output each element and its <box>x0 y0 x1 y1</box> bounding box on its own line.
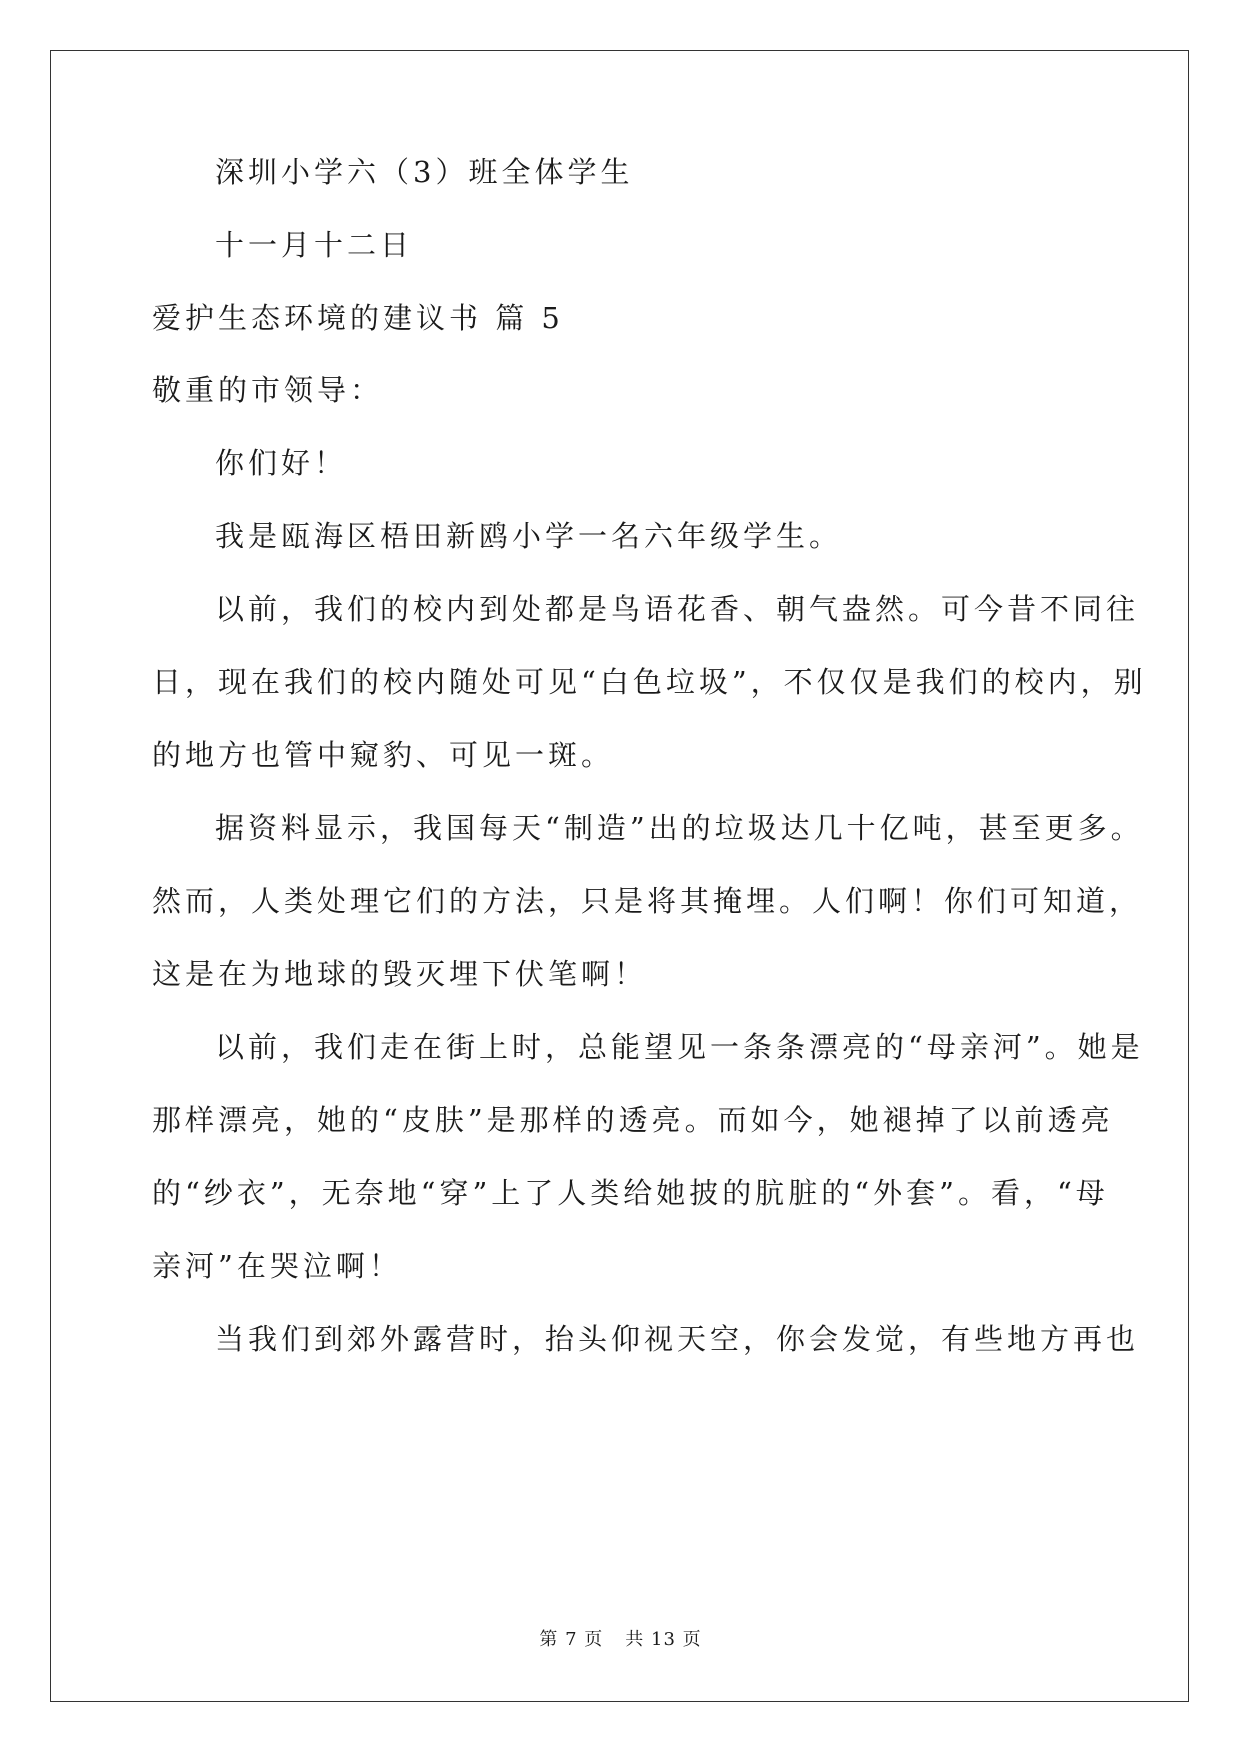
greeting: 你们好！ <box>215 446 348 480</box>
body-line: 那样漂亮，她的“皮肤”是那样的透亮。而如今，她褪掉了以前透亮 <box>152 1103 1114 1137</box>
page-footer <box>0 1625 1241 1651</box>
page-total: 共 13 页 <box>625 1629 702 1650</box>
body-line: 这是在为地球的毁灭埋下伏笔啊！ <box>152 957 648 991</box>
body-line: 日，现在我们的校内随处可见“白色垃圾”，不仅仅是我们的校内，别 <box>152 665 1147 699</box>
body-line: 以前，我们的校内到处都是鸟语花香、朝气盎然。可今昔不同往 <box>215 592 1140 626</box>
body-line: 然而，人类处理它们的方法，只是将其掩埋。人们啊！你们可知道， <box>152 884 1143 918</box>
body-line: 当我们到郊外露营时，抬头仰视天空，你会发觉，有些地方再也 <box>215 1322 1140 1356</box>
section-title: 爱护生态环境的建议书 篇 5 <box>152 301 564 335</box>
salutation: 敬重的市领导： <box>152 373 384 407</box>
page-number: 第 7 页 <box>539 1629 604 1650</box>
body-line: 的地方也管中窥豹、可见一斑。 <box>152 738 615 772</box>
body-line: 据资料显示，我国每天“制造”出的垃圾达几十亿吨，甚至更多。 <box>215 811 1144 845</box>
body-line: 亲河”在哭泣啊！ <box>152 1249 402 1283</box>
body-line: 的“纱衣”，无奈地“穿”上了人类给她披的肮脏的“外套”。看，“母 <box>152 1176 1109 1210</box>
date-line: 十一月十二日 <box>215 228 414 262</box>
body-line: 以前，我们走在街上时，总能望见一条条漂亮的“母亲河”。她是 <box>215 1030 1144 1064</box>
body-line: 我是瓯海区梧田新鸥小学一名六年级学生。 <box>215 519 843 553</box>
signature-line: 深圳小学六（3）班全体学生 <box>215 155 634 189</box>
